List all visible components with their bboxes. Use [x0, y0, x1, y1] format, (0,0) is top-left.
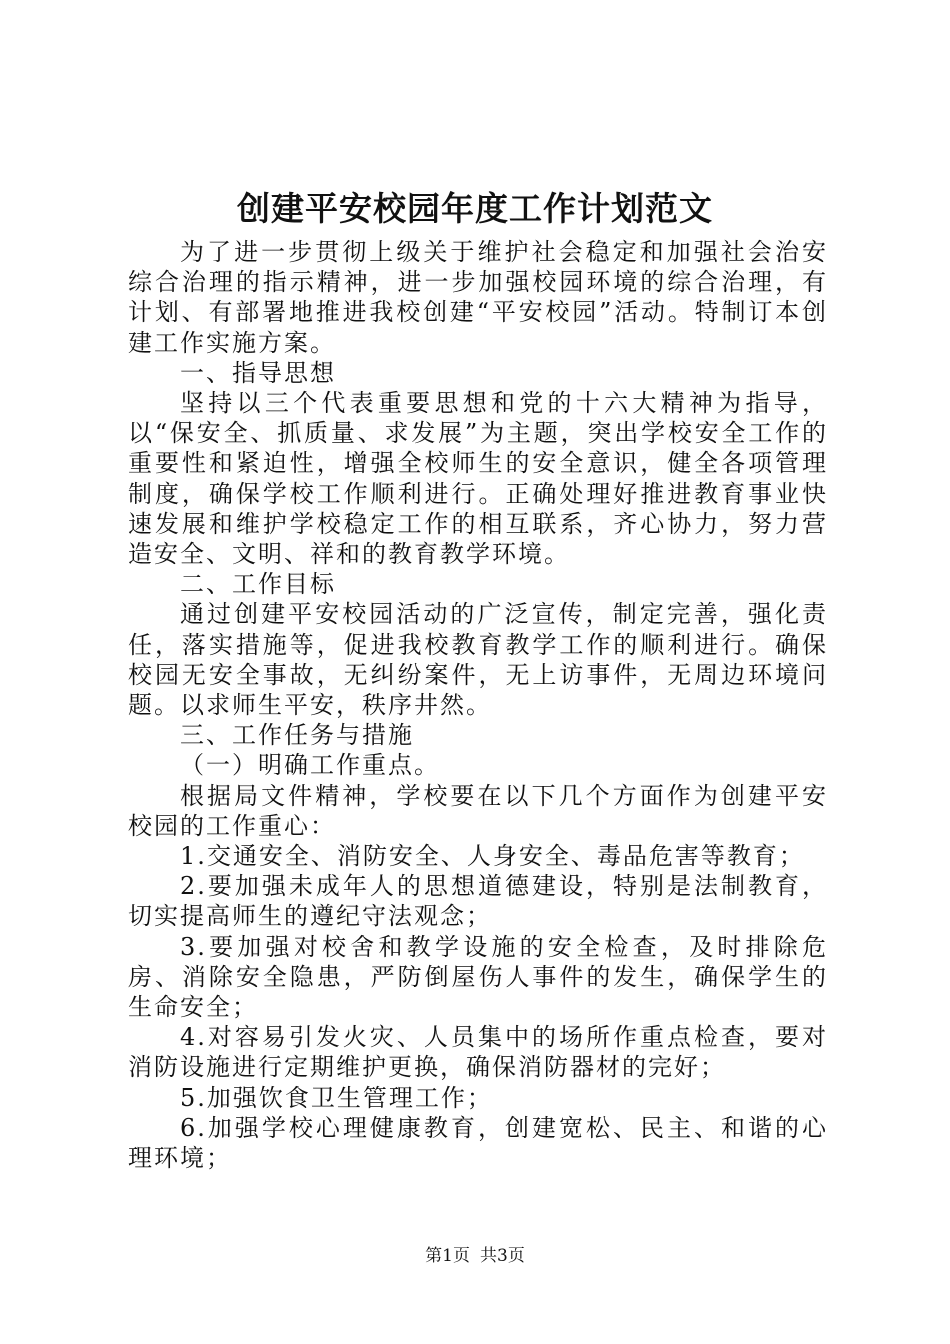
page-number-total: 共3页 — [480, 1246, 525, 1266]
page-footer — [0, 1244, 950, 1268]
list-item-2: 2.要加强未成年人的思想道德建设，特别是法制教育，切实提高师生的遵纪守法观念； — [128, 872, 828, 931]
document-title: 创建平安校园年度工作计划范文 — [237, 189, 713, 228]
list-item-4: 4.对容易引发火灾、人员集中的场所作重点检查，要对消防设施进行定期维护更换，确保消防器材的完好； — [128, 1023, 828, 1082]
work-goals-paragraph: 通过创建平安校园活动的广泛宣传，制定完善，强化责任，落实措施等，促进我校教育教学工作的顺利进行。确保校园无安全事故，无纠纷案件，无上访事件，无周边环境问题。以求师生平安，秩序井然。 — [128, 600, 828, 720]
section-heading-work-goals: 二、工作目标 — [180, 570, 336, 599]
list-item-6: 6.加强学校心理健康教育，创建宽松、民主、和谐的心理环境； — [128, 1113, 828, 1173]
list-item-1: 1.交通安全、消防安全、人身安全、毒品危害等教育； — [180, 842, 805, 871]
page-number-current: 第1页 — [425, 1246, 470, 1266]
list-item-5: 5.加强饮食卫生管理工作； — [180, 1083, 493, 1112]
section-heading-tasks-measures: 三、工作任务与措施 — [180, 721, 414, 750]
intro-paragraph: 为了进一步贯彻上级关于维护社会稳定和加强社会治安综合治理的指示精神，进一步加强校园环境的综合治理，有计划、有部署地推进我校创建“平安校园”活动。特制订本创建工作实施方案。 — [128, 238, 828, 357]
key-points-paragraph: 根据局文件精神，学校要在以下几个方面作为创建平安校园的工作重心： — [128, 781, 828, 840]
document-body — [128, 237, 828, 1173]
guiding-thought-paragraph: 坚持以三个代表重要思想和党的十六大精神为指导，以“保安全、抓质量、求发展”为主题，突出学校安全工作的重要性和紧迫性，增强全校师生的安全意识，健全各项管理制度，确保学校工作顺利进行。正确处理好推进教育事业快速发展和维护学校稳定工作的相互联系，齐心协力，努力营造安全、文明、祥和的教育教学环境。 — [128, 389, 828, 569]
list-item-3: 3.要加强对校舍和教学设施的安全检查，及时排除危房、消除安全隐患，严防倒屋伤人事件的发生，确保学生的生命安全； — [128, 932, 828, 1022]
subsection-heading-key-points: （一）明确工作重点。 — [180, 751, 440, 780]
section-heading-guiding-thought: 一、指导思想 — [180, 358, 336, 387]
